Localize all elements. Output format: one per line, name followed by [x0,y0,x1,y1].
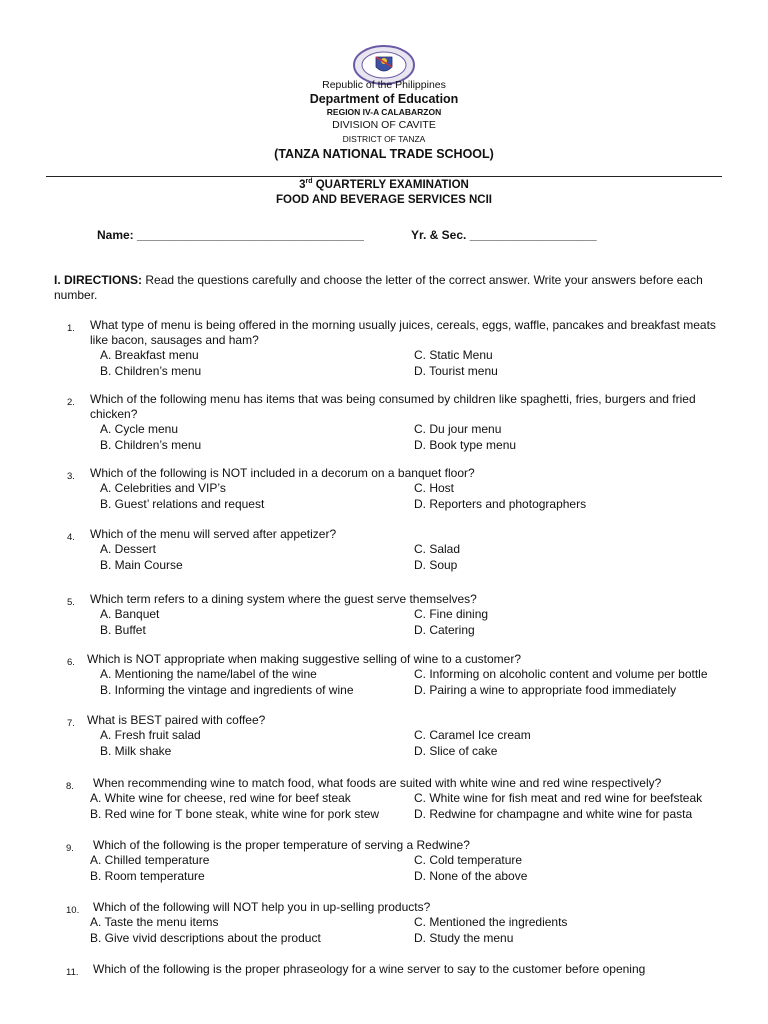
option-a[interactable]: A. Banquet [100,607,160,621]
school-name: (TANZA NATIONAL TRADE SCHOOL) [274,147,494,161]
option-c[interactable]: C. Salad [414,542,461,556]
option-a[interactable]: A. Mentioning the name/label of the wine [100,667,317,681]
option-d[interactable]: D. Slice of cake [414,744,498,758]
question-number: 6. [67,657,75,668]
option-d[interactable]: D. Pairing a wine to appropriate food immediately [414,683,677,697]
option-d[interactable]: D. Redwine for champagne and white wine for pasta [414,807,693,821]
question-text: Which of the following is the proper temperature of serving a Redwine? [93,838,470,852]
division-line: DIVISION OF CAVITE [332,119,436,131]
option-a[interactable]: A. Cycle menu [100,422,179,436]
question-number: 8. [66,781,74,792]
directions-text: Read the questions carefully and choose the letter of the correct answer. Write your answers before each number. [54,273,703,302]
option-b[interactable]: B. Room temperature [90,869,205,883]
question-number: 1. [67,323,75,334]
option-d[interactable]: D. Soup [414,558,458,572]
exam-ordinal: 3 [299,178,306,191]
question-number: 4. [67,532,75,543]
question-text: What is BEST paired with coffee? [87,713,266,727]
question-text: When recommending wine to match food, what foods are suited with white wine and red wine respectively? [93,776,662,790]
option-b[interactable]: B. Children’s menu [100,438,202,452]
directions-label: I. DIRECTIONS: [54,273,143,287]
option-a[interactable]: A. Breakfast menu [100,348,199,362]
question-text: Which term refers to a dining system where the guest serve themselves? [90,592,477,606]
option-c[interactable]: C. Caramel Ice cream [414,728,531,742]
option-c[interactable]: C. Static Menu [414,348,493,362]
section-label: Yr. & Sec. [411,228,467,242]
question-text: Which of the menu will served after appetizer? [90,527,337,541]
region-line: REGION IV-A CALABARZON [326,107,442,117]
option-b[interactable]: B. Red wine for T bone steak, white wine for pork stew [90,807,380,821]
option-b[interactable]: B. Give vivid descriptions about the product [90,931,321,945]
option-b[interactable]: B. Main Course [100,558,183,572]
question-number: 2. [67,397,75,408]
question-text: Which of the following is NOT included in a decorum on a banquet floor? [90,466,475,480]
option-d[interactable]: D. Tourist menu [414,364,498,378]
question-number: 5. [67,597,75,608]
option-c[interactable]: C. Fine dining [414,607,489,621]
option-b[interactable]: B. Children’s menu [100,364,202,378]
option-c[interactable]: C. Cold temperature [414,853,523,867]
option-d[interactable]: D. Catering [414,623,475,637]
option-d[interactable]: D. Reporters and photographers [414,497,587,511]
option-c[interactable]: C. Mentioned the ingredients [414,915,568,929]
question-number: 3. [67,471,75,482]
department-line: Department of Education [309,92,459,106]
exam-ordinal-suffix: rd [305,178,313,185]
question-number: 9. [66,843,74,854]
question-text: Which is NOT appropriate when making suggestive selling of wine to a customer? [87,652,521,666]
option-c[interactable]: C. Informing on alcoholic content and volume per bottle [414,667,708,681]
option-a[interactable]: A. Chilled temperature [90,853,210,867]
option-c[interactable]: C. Host [414,481,455,495]
section-blank[interactable]: ___________________ [469,228,597,242]
section-field[interactable] [411,228,597,242]
option-b[interactable]: B. Informing the vintage and ingredients of wine [100,683,354,697]
option-b[interactable]: B. Guest’ relations and request [100,497,265,511]
directions [54,273,714,303]
district-line: DISTRICT OF TANZA [342,134,426,144]
question-text: Which of the following is the proper phraseology for a wine server to say to the customer before opening [93,962,646,976]
option-d[interactable]: D. None of the above [414,869,528,883]
exam-title [0,178,768,191]
republic-line: Republic of the Philippines [322,79,446,91]
option-c[interactable]: C. Du jour menu [414,422,502,436]
name-blank[interactable]: __________________________________ [137,228,364,242]
option-a[interactable]: A. Celebrities and VIP’s [100,481,226,495]
option-a[interactable]: A. White wine for cheese, red wine for beef steak [90,791,351,805]
exam-title-text: QUARTERLY EXAMINATION [312,178,469,191]
question-number: 11. [66,967,79,978]
option-d[interactable]: D. Study the menu [414,931,514,945]
question-number: 10. [66,905,80,916]
name-label: Name: [97,228,134,242]
question-number: 7. [67,718,75,729]
subject-title: FOOD AND BEVERAGE SERVICES NCII [276,194,492,206]
question-text: What type of menu is being offered in the morning usually juices, cereals, eggs, waffle, pancakes and breakfast meats like bacon, sausages and ham? [90,318,716,347]
option-a[interactable]: A. Dessert [100,542,157,556]
option-c[interactable]: C. White wine for fish meat and red wine for beefsteak [414,791,703,805]
option-d[interactable]: D. Book type menu [414,438,517,452]
question-text: Which of the following menu has items that was being consumed by children like spaghetti, fries, burgers and fried chicken? [90,392,696,421]
option-b[interactable]: B. Milk shake [100,744,172,758]
option-a[interactable]: A. Taste the menu items [90,915,219,929]
option-b[interactable]: B. Buffet [100,623,146,637]
option-a[interactable]: A. Fresh fruit salad [100,728,201,742]
header-divider [46,176,722,177]
name-field[interactable] [97,228,364,242]
question-text: Which of the following will NOT help you in up-selling products? [93,900,431,914]
